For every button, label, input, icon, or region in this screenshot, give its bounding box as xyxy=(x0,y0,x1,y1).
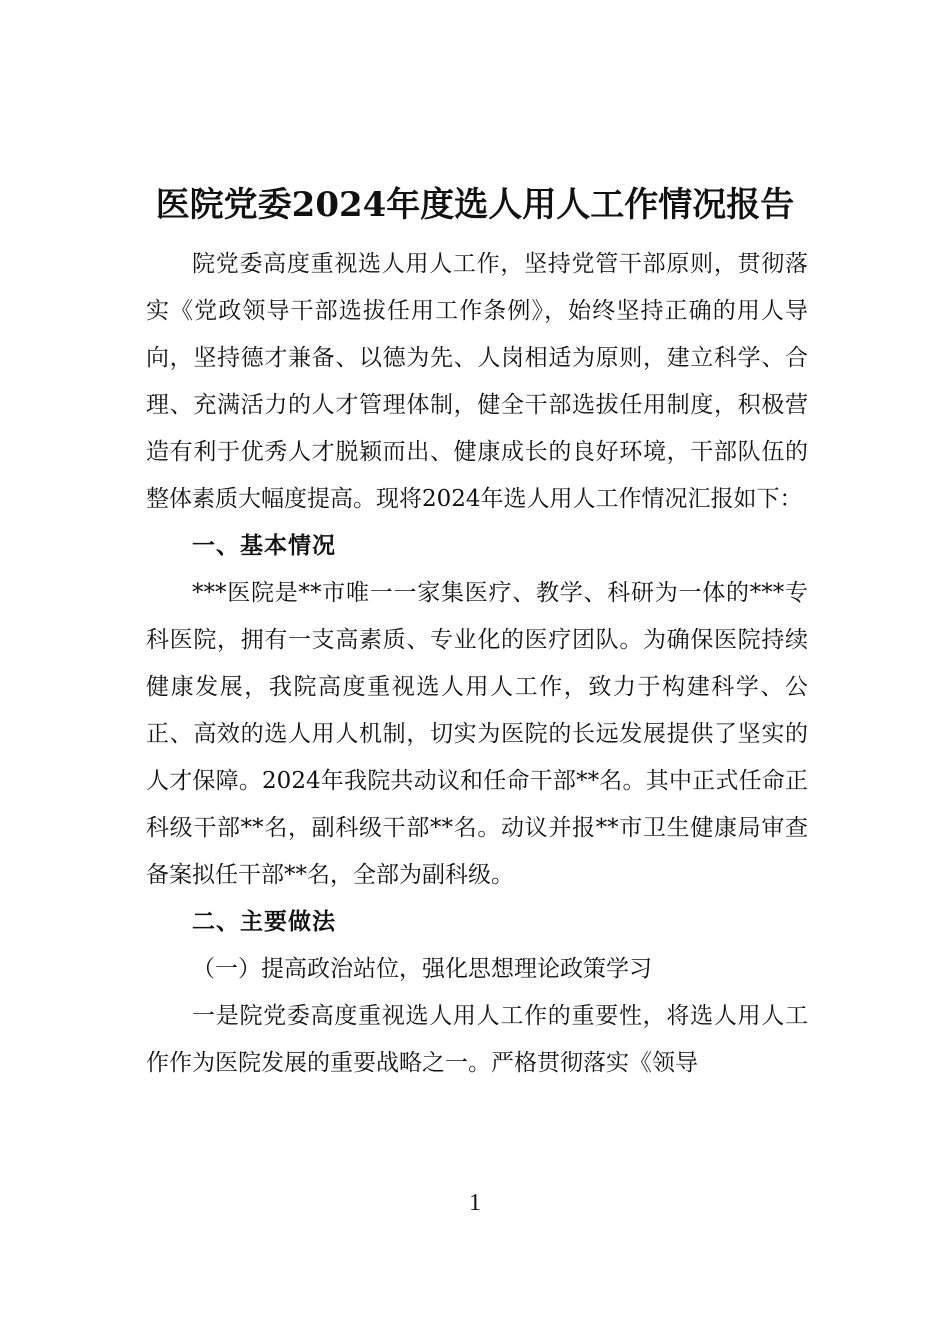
section-heading-main-practices: 二、主要做法 xyxy=(192,909,336,935)
subsection-heading-political-stance: （一）提高政治站位，强化思想理论政策学习 xyxy=(192,956,652,982)
document-title: 医院党委2024年度选人用人工作情况报告 xyxy=(155,185,795,225)
section-heading-basic-situation: 一、基本情况 xyxy=(192,533,336,559)
political-stance-paragraph: 一是院党委高度重视选人用人工作的重要性，将选人用人工作作为医院发展的重要战略之一。严格贯彻落实《领导 xyxy=(146,1003,808,1076)
intro-paragraph: 院党委高度重视选人用人工作，坚持党管干部原则，贯彻落实《党政领导干部选拔任用工作条例》，始终坚持正确的用人导向，坚持德才兼备、以德为先、人岗相适为原则，建立科学、合理、充满活力的人才管理体制，健全干部选拔任用制度，积极营造有利于优秀人才脱颖而出、健康成长的良好环境，干部队伍的整体素质大幅度提高。现将2024年选人用人工作情况汇报如下： xyxy=(146,251,808,512)
document-body xyxy=(146,241,808,1087)
basic-situation-paragraph: ***医院是**市唯一一家集医疗、教学、科研为一体的***专科医院，拥有一支高素质、专业化的医疗团队。为确保医院持续健康发展，我院高度重视选人用人工作，致力于构建科学、公正、高效的选人用人机制，切实为医院的长远发展提供了坚实的人才保障。2024年我院共动议和任命干部**名。其中正式任命正科级干部**名，副科级干部**名。动议并报**市卫生健康局审查备案拟任干部**名，全部为副科级。 xyxy=(146,580,808,888)
page-number: 1 xyxy=(469,1190,481,1216)
